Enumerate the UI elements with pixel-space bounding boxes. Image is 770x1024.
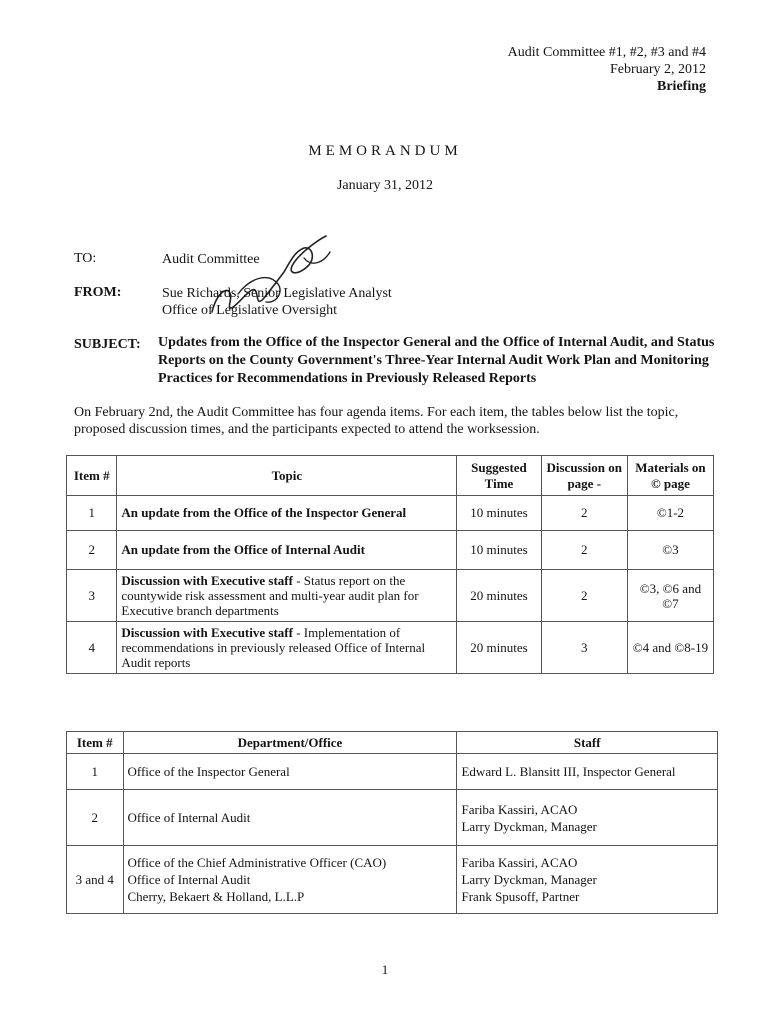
topic-rest: - Status report on the countywide risk assessment and multi-year audit plan for Executive branch departments	[121, 573, 419, 618]
cell-time: 10 minutes	[457, 496, 541, 531]
staff-header-row	[67, 732, 718, 754]
cell-topic	[117, 570, 457, 622]
cell-time: 20 minutes	[457, 570, 541, 622]
staff-line: Fariba Kassiri, ACAO	[461, 855, 578, 870]
col-time: Suggested Time	[457, 456, 541, 496]
cell-topic	[117, 531, 457, 570]
cell-staff	[457, 846, 718, 914]
memo-date: January 31, 2012	[336, 178, 434, 193]
dept-line: Office of the Inspector General	[127, 763, 290, 779]
table-row	[67, 622, 714, 674]
cell-item: 3 and 4	[67, 846, 124, 914]
staff-line: Fariba Kassiri, ACAO	[461, 801, 578, 817]
agenda-header-row	[67, 456, 714, 496]
cell-staff	[457, 790, 718, 846]
header-block	[508, 44, 706, 95]
topic-bold: Discussion with Executive staff	[121, 573, 293, 588]
cell-materials: ©4 and ©8-19	[627, 622, 713, 674]
col-discussion: Discussion on page -	[541, 456, 627, 496]
from-label: FROM:	[74, 285, 122, 300]
from-value	[162, 285, 392, 319]
table-row	[67, 754, 718, 790]
cell-materials: ©1-2	[627, 496, 713, 531]
cell-topic	[117, 622, 457, 674]
agenda-table	[66, 455, 714, 674]
intro-paragraph: On February 2nd, the Audit Committee has four agenda items. For each item, the tables below list the topic, proposed discussion times, and the participants expected to attend the worksession.	[74, 405, 679, 437]
header-line-date: February 2, 2012	[609, 62, 706, 77]
table-row	[67, 531, 714, 570]
cell-page: 2	[541, 570, 627, 622]
cell-time: 20 minutes	[457, 622, 541, 674]
from-line-name: Sue Richards, Senior Legislative Analyst	[162, 286, 392, 301]
to-label: TO:	[74, 251, 97, 266]
header-line-committee: Audit Committee #1, #2, #3 and #4	[507, 45, 706, 60]
cell-item: 1	[67, 496, 117, 531]
cell-item: 3	[67, 570, 117, 622]
cell-materials: ©3	[627, 531, 713, 570]
dept-line: Cherry, Bekaert & Holland, L.L.P	[127, 889, 305, 904]
col-topic: Topic	[117, 456, 457, 496]
dept-line: Office of the Chief Administrative Officer (CAO)	[127, 855, 387, 870]
staff-line: Larry Dyckman, Manager	[461, 818, 597, 834]
table-row	[67, 790, 718, 846]
to-value: Audit Committee	[162, 252, 260, 267]
col-staff: Staff	[457, 732, 718, 754]
cell-materials: ©3, ©6 and ©7	[627, 570, 713, 622]
topic-bold: An update from the Office of Internal Audit	[121, 542, 365, 557]
col-materials: Materials on © page	[627, 456, 713, 496]
memo-title: MEMORANDUM	[308, 143, 462, 159]
topic-bold: An update from the Office of the Inspector General	[121, 505, 407, 520]
header-line-briefing: Briefing	[657, 79, 706, 94]
cell-page: 2	[541, 496, 627, 531]
cell-page: 3	[541, 622, 627, 674]
dept-line: Office of Internal Audit	[127, 872, 251, 887]
cell-department	[123, 790, 457, 846]
from-line-office: Office of Legislative Oversight	[162, 303, 338, 318]
subject-text: Updates from the Office of the Inspector General and the Office of Internal Audit, and Status Reports on the County Government's Three-Year Internal Audit Work Plan and Monitoring Practices for Recommendations in Previously Released Reports	[158, 335, 715, 386]
table-row	[67, 496, 714, 531]
dept-line: Office of Internal Audit	[127, 809, 251, 825]
cell-department	[123, 846, 457, 914]
cell-department	[123, 754, 457, 790]
staff-line: Edward L. Blansitt III, Inspector General	[461, 763, 676, 779]
col-department: Department/Office	[123, 732, 457, 754]
staff-line: Frank Spusoff, Partner	[461, 889, 580, 904]
page-number: 1	[381, 962, 389, 977]
cell-item: 1	[67, 754, 124, 790]
topic-rest: - Implementation of recommendations in previously released Office of Internal Audit reports	[121, 625, 426, 670]
topic-bold: Discussion with Executive staff	[121, 625, 293, 640]
col-item: Item #	[67, 732, 124, 754]
staff-table	[66, 731, 718, 914]
cell-page: 2	[541, 531, 627, 570]
table-row	[67, 570, 714, 622]
cell-staff	[457, 754, 718, 790]
subject-label: SUBJECT:	[74, 337, 141, 352]
col-item: Item #	[67, 456, 117, 496]
cell-item: 2	[67, 531, 117, 570]
table-row	[67, 846, 718, 914]
cell-item: 4	[67, 622, 117, 674]
cell-topic	[117, 496, 457, 531]
cell-item: 2	[67, 790, 124, 846]
staff-line: Larry Dyckman, Manager	[461, 872, 597, 887]
cell-time: 10 minutes	[457, 531, 541, 570]
